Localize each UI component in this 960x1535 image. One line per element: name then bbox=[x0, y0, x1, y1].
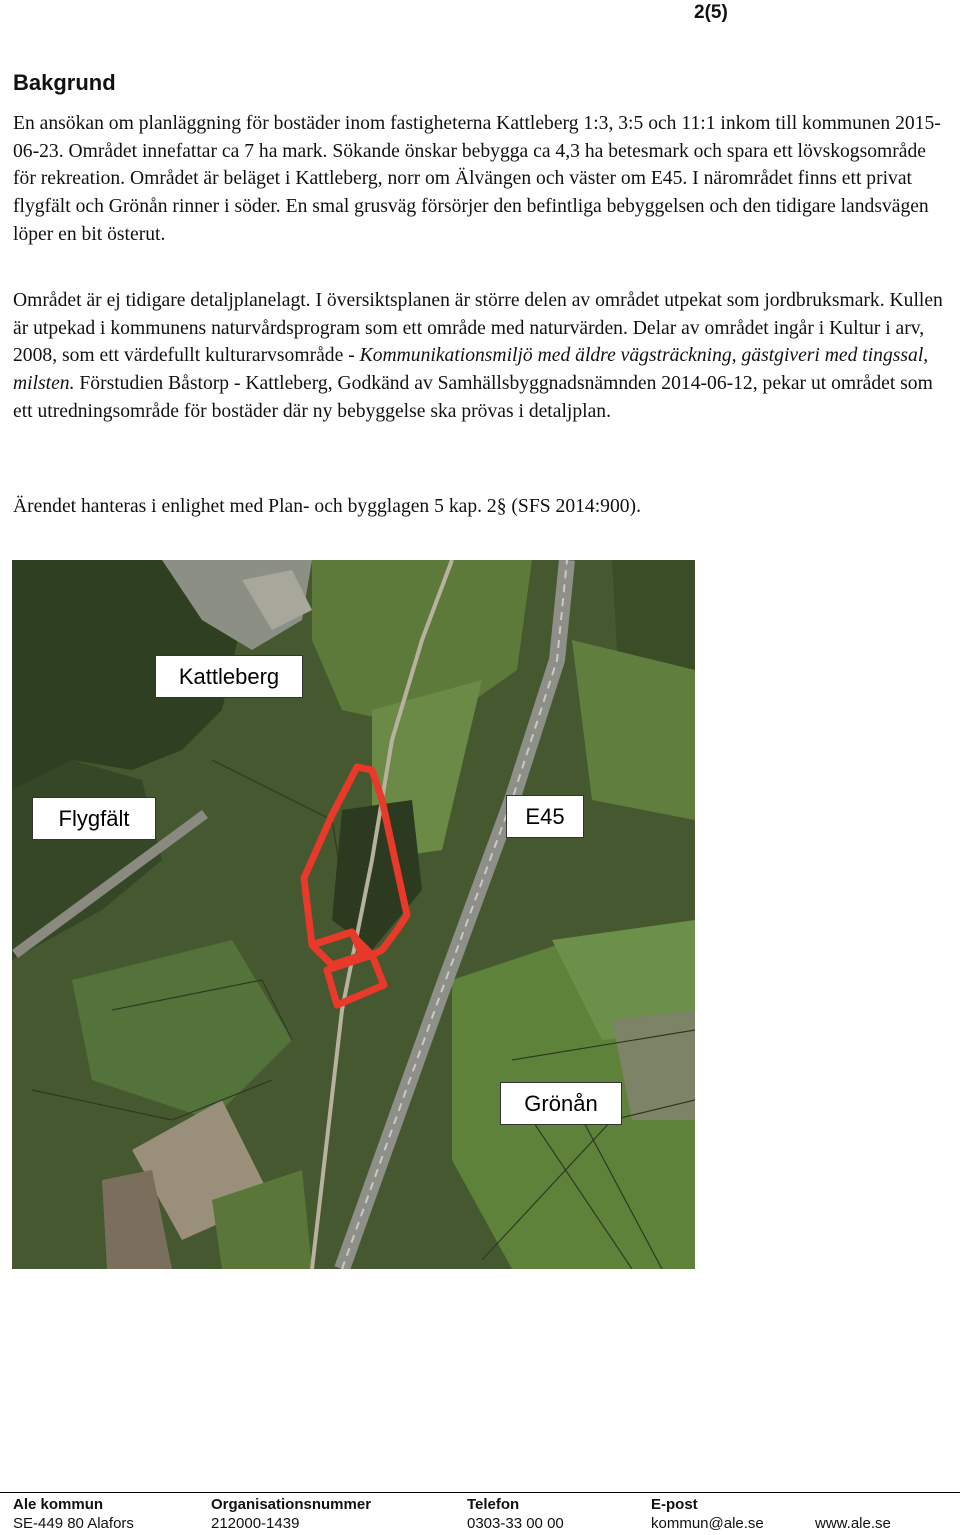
paragraph-legal: Ärendet hanteras i enlighet med Plan- och bygglagen 5 kap. 2§ (SFS 2014:900). bbox=[13, 496, 641, 517]
paragraph-planning-end: Förstudien Båstorp - Kattleberg, Godkänd av Samhällsbyggnadsnämnden 2014-06-12, pekar ut området som ett utredningsområde för bostäder där ny bebyggelse ska prövas i detaljplan. bbox=[13, 373, 933, 422]
footer-web-link[interactable]: www.ale.se bbox=[815, 1515, 891, 1532]
map-label-gronan: Grönån bbox=[500, 1082, 622, 1125]
map-label-flygfalt: Flygfält bbox=[32, 797, 156, 840]
page-footer bbox=[0, 1492, 960, 1532]
footer-orgnr-label: Organisationsnummer bbox=[211, 1496, 372, 1513]
paragraph-background: En ansökan om planläggning för bostäder inom fastigheterna Kattleberg 1:3, 3:5 och 11:1 inkom till kommunen 2015-06-23. Området innefattar ca 7 ha mark. Sökande önskar bebygga ca 4,3 ha betesmark och spara ett lövskogsområde för rekreation. Området är beläget i Kattleberg, norr om Älvängen och väster om E45. I närområdet finns ett privat flygfält och Grönån rinner i söder. En smal grusväg försörjer den befintliga bebyggelsen och den tidigare landsvägen löper en bit österut. bbox=[13, 113, 941, 245]
map-label-kattleberg: Kattleberg bbox=[155, 655, 303, 698]
footer-org-address: SE-449 80 Alafors bbox=[13, 1515, 134, 1532]
footer-phone-value: 0303-33 00 00 bbox=[467, 1515, 564, 1532]
footer-email-link[interactable]: kommun@ale.se bbox=[651, 1515, 764, 1532]
map-label-e45: E45 bbox=[506, 795, 584, 838]
paragraph-planning-start: Området är ej tidigare detaljplanelagt. I översiktsplanen är större delen av området utpekat som jordbruksmark. Kullen är utpekad i kommunens naturvårdsprogram som ett område med naturvärden. Delar av området ingår i Kultur i arv, 2008, som ett värdefullt kulturarvsområde - bbox=[13, 290, 943, 367]
page-number: 2(5) bbox=[694, 2, 728, 23]
footer-org-label: Ale kommun bbox=[13, 1496, 104, 1513]
aerial-photo bbox=[12, 560, 695, 1269]
footer-phone-label: Telefon bbox=[467, 1496, 520, 1513]
section-heading: Bakgrund bbox=[13, 70, 116, 95]
footer-email-label: E-post bbox=[651, 1496, 698, 1513]
footer-orgnr-value: 212000-1439 bbox=[211, 1515, 300, 1532]
paragraph-planning-italic: Kommunikationsmiljö med äldre vägsträckning, gästgiveri med tingssal, milsten. bbox=[13, 345, 929, 395]
paragraph-planning bbox=[13, 287, 948, 426]
aerial-map bbox=[12, 560, 695, 1269]
